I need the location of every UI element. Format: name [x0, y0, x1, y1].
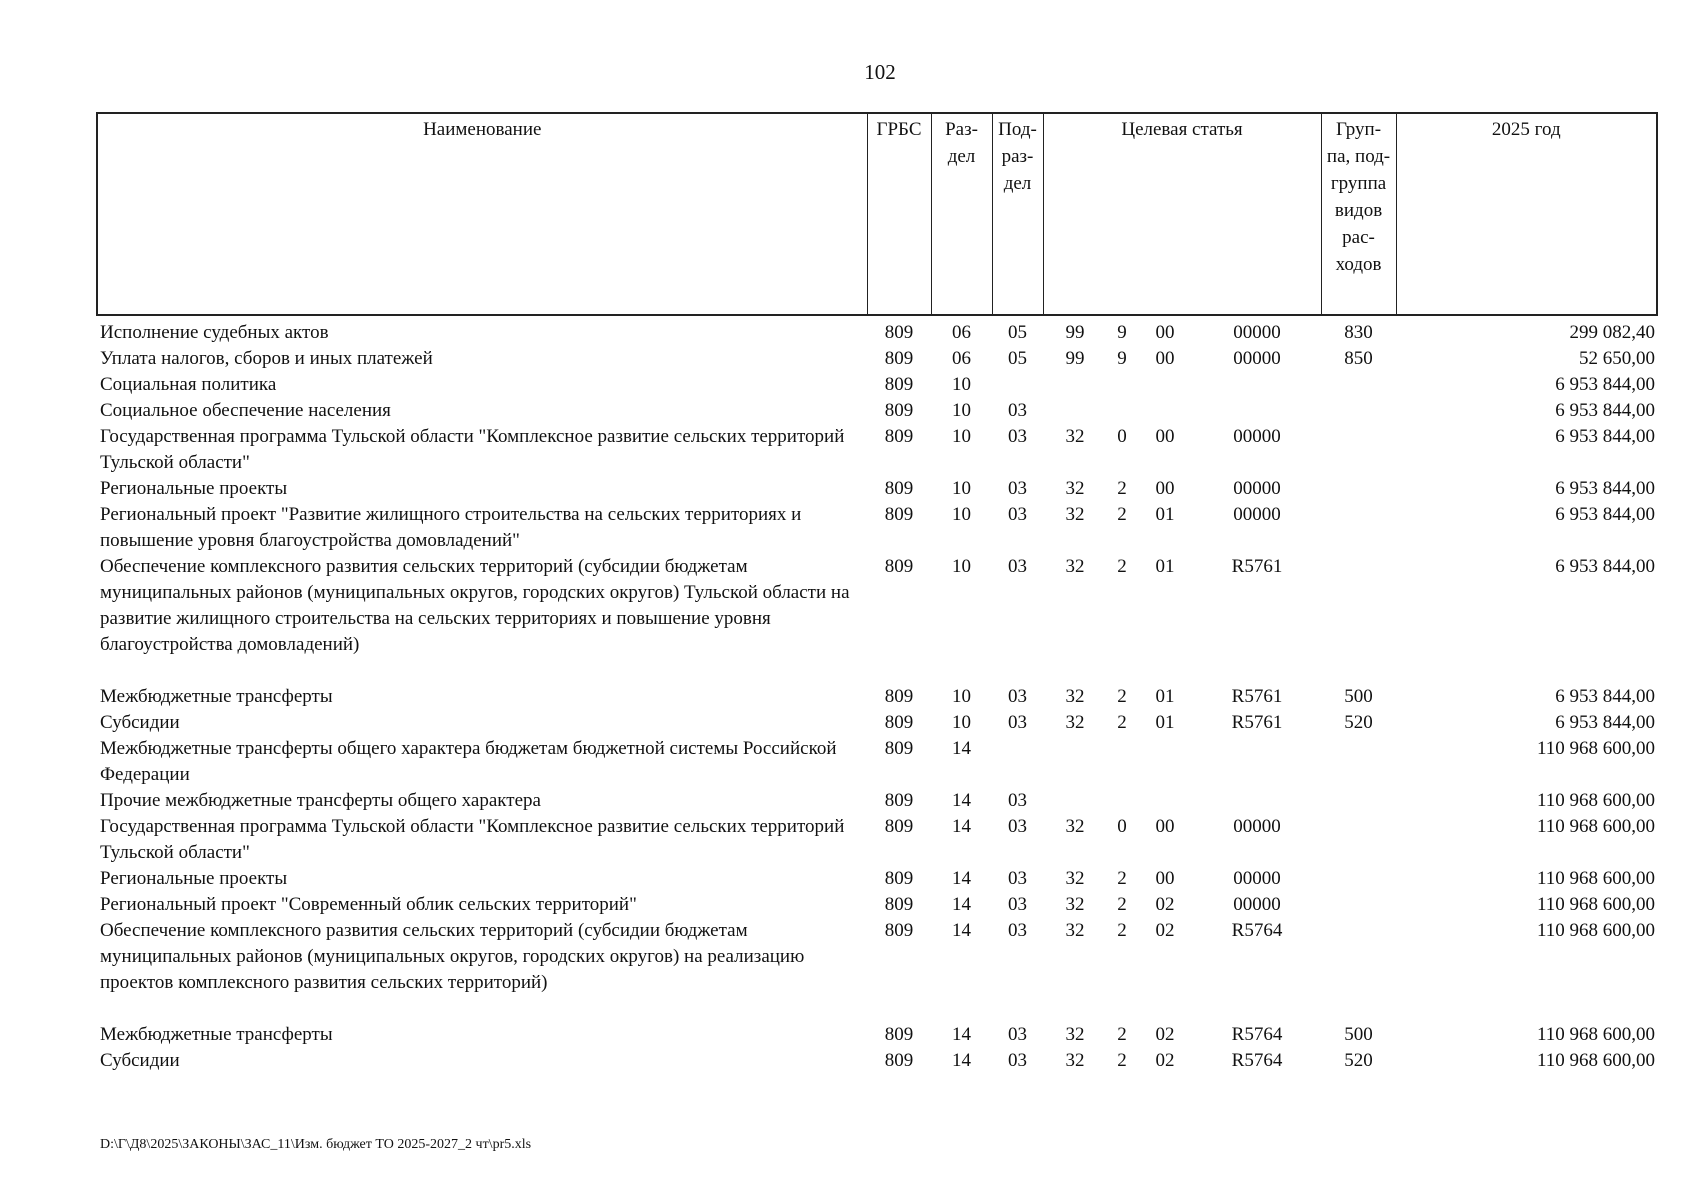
table-row [97, 736, 1657, 788]
podrazdel-cell: 05 [1008, 322, 1027, 343]
row-name-cell: Уплата налогов, сборов и иных платежей [100, 348, 433, 369]
amount-cell: 6 953 844,00 [1555, 712, 1656, 733]
row-name-cell: Государственная программа Тульской области "Комплексное развитие сельских территорий Тульской области" [100, 426, 845, 473]
grbs-cell: 809 [884, 478, 914, 499]
target-program-cell: 32 [1065, 504, 1085, 525]
target-program-cell: 32 [1065, 478, 1085, 499]
target-type-cell: 2 [1117, 1024, 1127, 1045]
target-program-cell: 32 [1065, 1050, 1085, 1071]
target-program-cell: 99 [1065, 322, 1085, 343]
grbs-cell: 809 [884, 1024, 914, 1045]
expense-group-cell: 830 [1344, 322, 1373, 343]
table-row [97, 814, 1657, 866]
expense-group-cell: 850 [1344, 348, 1373, 369]
target-code-cell: 00000 [1233, 426, 1281, 447]
row-name-cell: Региональный проект "Развитие жилищного строительства на сельских территориях и повышение уровня благоустройства домовладений" [100, 504, 802, 551]
target-type-cell: 2 [1117, 686, 1127, 707]
table-row [97, 476, 1657, 502]
target-type-cell: 2 [1117, 556, 1127, 577]
razdel-cell: 10 [952, 426, 971, 447]
target-direction-cell [1137, 372, 1193, 398]
target-code-cell: R5761 [1231, 712, 1283, 733]
table-row [97, 892, 1657, 918]
header-year: 2025 год [1396, 113, 1657, 315]
amount-cell: 6 953 844,00 [1555, 426, 1656, 447]
expense-group-cell [1321, 372, 1396, 398]
grbs-cell: 809 [884, 738, 914, 759]
target-program-cell: 32 [1065, 920, 1085, 941]
grbs-cell: 809 [884, 1050, 914, 1071]
target-direction-cell: 02 [1155, 1050, 1175, 1071]
amount-cell: 110 968 600,00 [1536, 1050, 1656, 1071]
target-type-cell: 9 [1117, 348, 1127, 369]
podrazdel-cell: 03 [1008, 686, 1027, 707]
podrazdel-cell [992, 372, 1043, 398]
expense-group-cell [1321, 788, 1396, 814]
target-type-cell: 2 [1117, 920, 1127, 941]
row-name-cell: Межбюджетные трансферты [100, 1024, 333, 1045]
target-program-cell: 32 [1065, 556, 1085, 577]
expense-group-cell [1321, 554, 1396, 684]
target-direction-cell: 00 [1155, 816, 1175, 837]
podrazdel-cell [992, 736, 1043, 788]
podrazdel-cell: 05 [1008, 348, 1027, 369]
razdel-cell: 10 [952, 556, 971, 577]
table-row [97, 710, 1657, 736]
target-program-cell [1043, 372, 1107, 398]
table-row [97, 1022, 1657, 1048]
razdel-cell: 10 [952, 712, 971, 733]
target-code-cell: R5764 [1231, 1050, 1283, 1071]
row-name-cell: Обеспечение комплексного развития сельских территорий (субсидии бюджетам муниципальных районов (муниципальных округов, городских округов) Тульской области на развитие жилищного строительства на сельских территориях и повышение уровня благоустройства домовладений) [100, 556, 850, 655]
podrazdel-cell: 03 [1008, 920, 1027, 941]
table-row [97, 684, 1657, 710]
table-row [97, 918, 1657, 1022]
amount-cell: 299 082,40 [1569, 322, 1656, 343]
table-row [97, 554, 1657, 684]
row-name-cell: Прочие межбюджетные трансферты общего характера [100, 790, 541, 811]
target-direction-cell: 00 [1155, 348, 1175, 369]
target-direction-cell: 01 [1155, 504, 1175, 525]
target-direction-cell: 02 [1155, 894, 1175, 915]
grbs-cell: 809 [884, 790, 914, 811]
grbs-cell: 809 [884, 504, 914, 525]
razdel-cell: 10 [952, 374, 971, 395]
header-target-article: Целевая статья [1043, 113, 1321, 315]
row-name-cell: Исполнение судебных актов [100, 322, 329, 343]
table-row [97, 315, 1657, 346]
target-program-cell: 32 [1065, 816, 1085, 837]
row-name-cell: Межбюджетные трансферты [100, 686, 333, 707]
table-row [97, 788, 1657, 814]
podrazdel-cell: 03 [1008, 426, 1027, 447]
razdel-cell: 14 [952, 920, 971, 941]
target-direction-cell: 01 [1155, 556, 1175, 577]
amount-cell: 6 953 844,00 [1555, 400, 1656, 421]
podrazdel-cell: 03 [1008, 1050, 1027, 1071]
row-name-cell: Государственная программа Тульской области "Комплексное развитие сельских территорий Тульской области" [100, 816, 845, 863]
target-code-cell: R5761 [1231, 686, 1283, 707]
row-name-cell: Обеспечение комплексного развития сельских территорий (субсидии бюджетам муниципальных районов (муниципальных округов, городских округов) на реализацию проектов комплексного развития сельских территорий) [100, 920, 805, 993]
razdel-cell: 06 [952, 322, 971, 343]
grbs-cell: 809 [884, 894, 914, 915]
target-program-cell: 32 [1065, 712, 1085, 733]
target-direction-cell: 01 [1155, 712, 1175, 733]
grbs-cell: 809 [884, 426, 914, 447]
amount-cell: 6 953 844,00 [1555, 686, 1656, 707]
table-row [97, 346, 1657, 372]
target-code-cell: 00000 [1233, 504, 1281, 525]
expense-group-cell: 500 [1344, 686, 1373, 707]
podrazdel-cell: 03 [1008, 556, 1027, 577]
podrazdel-cell: 03 [1008, 478, 1027, 499]
table-body [97, 315, 1657, 1074]
amount-cell: 110 968 600,00 [1536, 920, 1656, 941]
grbs-cell: 809 [884, 322, 914, 343]
razdel-cell: 14 [952, 894, 971, 915]
expense-group-cell [1321, 814, 1396, 866]
expense-group-cell: 520 [1344, 712, 1373, 733]
target-type-cell: 2 [1117, 868, 1127, 889]
target-code-cell [1193, 372, 1321, 398]
target-type-cell: 2 [1117, 712, 1127, 733]
expense-group-cell [1321, 866, 1396, 892]
target-direction-cell: 02 [1155, 1024, 1175, 1045]
target-program-cell [1043, 398, 1107, 424]
target-program-cell [1043, 736, 1107, 788]
razdel-cell: 14 [952, 816, 971, 837]
razdel-cell: 14 [952, 790, 971, 811]
expense-group-cell [1321, 424, 1396, 476]
podrazdel-cell: 03 [1008, 894, 1027, 915]
amount-cell: 52 650,00 [1579, 348, 1656, 369]
row-name-cell: Межбюджетные трансферты общего характера бюджетам бюджетной системы Российской Федерации [100, 738, 837, 785]
target-code-cell: R5761 [1231, 556, 1283, 577]
expense-group-cell: 500 [1344, 1024, 1373, 1045]
razdel-cell: 14 [952, 1024, 971, 1045]
amount-cell: 6 953 844,00 [1555, 478, 1656, 499]
target-direction-cell: 00 [1155, 322, 1175, 343]
podrazdel-cell: 03 [1008, 400, 1027, 421]
row-name-cell: Региональные проекты [100, 868, 288, 889]
target-code-cell: R5764 [1231, 1024, 1283, 1045]
table-row [97, 1048, 1657, 1074]
target-program-cell [1043, 788, 1107, 814]
budget-table [96, 112, 1658, 1074]
target-code-cell [1193, 736, 1321, 788]
amount-cell: 110 968 600,00 [1536, 790, 1656, 811]
target-code-cell: 00000 [1233, 478, 1281, 499]
expense-group-cell [1321, 736, 1396, 788]
amount-cell: 110 968 600,00 [1536, 1024, 1656, 1045]
amount-cell: 110 968 600,00 [1536, 738, 1656, 759]
target-type-cell: 2 [1117, 894, 1127, 915]
target-direction-cell [1137, 736, 1193, 788]
target-program-cell: 32 [1065, 894, 1085, 915]
target-type-cell [1107, 372, 1137, 398]
razdel-cell: 14 [952, 1050, 971, 1071]
page-number: 102 [864, 60, 896, 84]
header-podrazdel: Под-раз-дел [992, 113, 1043, 315]
podrazdel-cell: 03 [1008, 712, 1027, 733]
row-name-cell: Социальное обеспечение населения [100, 400, 391, 421]
razdel-cell: 14 [952, 738, 971, 759]
podrazdel-cell: 03 [1008, 504, 1027, 525]
table-row [97, 398, 1657, 424]
target-code-cell: 00000 [1233, 348, 1281, 369]
target-type-cell [1107, 736, 1137, 788]
razdel-cell: 10 [952, 400, 971, 421]
table-row [97, 372, 1657, 398]
grbs-cell: 809 [884, 686, 914, 707]
amount-cell: 6 953 844,00 [1555, 374, 1656, 395]
target-direction-cell [1137, 398, 1193, 424]
razdel-cell: 06 [952, 348, 971, 369]
grbs-cell: 809 [884, 920, 914, 941]
podrazdel-cell: 03 [1008, 1024, 1027, 1045]
row-name-cell: Социальная политика [100, 374, 277, 395]
grbs-cell: 809 [884, 348, 914, 369]
expense-group-cell [1321, 502, 1396, 554]
header-name: Наименование [97, 113, 867, 315]
target-direction-cell [1137, 788, 1193, 814]
amount-cell: 6 953 844,00 [1555, 556, 1656, 577]
grbs-cell: 809 [884, 556, 914, 577]
expense-group-cell [1321, 892, 1396, 918]
razdel-cell: 14 [952, 868, 971, 889]
target-direction-cell: 01 [1155, 686, 1175, 707]
target-code-cell: 00000 [1233, 868, 1281, 889]
target-type-cell [1107, 788, 1137, 814]
target-code-cell: R5764 [1231, 920, 1283, 941]
table-row [97, 502, 1657, 554]
target-type-cell: 2 [1117, 1050, 1127, 1071]
target-program-cell: 99 [1065, 348, 1085, 369]
target-direction-cell: 00 [1155, 478, 1175, 499]
target-direction-cell: 00 [1155, 426, 1175, 447]
razdel-cell: 10 [952, 686, 971, 707]
grbs-cell: 809 [884, 400, 914, 421]
amount-cell: 110 968 600,00 [1536, 894, 1656, 915]
target-type-cell [1107, 398, 1137, 424]
target-program-cell: 32 [1065, 426, 1085, 447]
target-code-cell [1193, 788, 1321, 814]
grbs-cell: 809 [884, 868, 914, 889]
target-type-cell: 2 [1117, 478, 1127, 499]
target-program-cell: 32 [1065, 1024, 1085, 1045]
expense-group-cell [1321, 398, 1396, 424]
row-name-cell: Региональный проект "Современный облик сельских территорий" [100, 894, 637, 915]
header-expense-group: Груп-па, под-группа видов рас-ходов [1321, 113, 1396, 315]
target-direction-cell: 02 [1155, 920, 1175, 941]
podrazdel-cell: 03 [1008, 816, 1027, 837]
target-code-cell: 00000 [1233, 816, 1281, 837]
podrazdel-cell: 03 [1008, 790, 1027, 811]
razdel-cell: 10 [952, 478, 971, 499]
target-program-cell: 32 [1065, 868, 1085, 889]
expense-group-cell: 520 [1344, 1050, 1373, 1071]
expense-group-cell [1321, 476, 1396, 502]
grbs-cell: 809 [884, 374, 914, 395]
target-type-cell: 9 [1117, 322, 1127, 343]
podrazdel-cell: 03 [1008, 868, 1027, 889]
target-direction-cell: 00 [1155, 868, 1175, 889]
row-name-cell: Субсидии [100, 1050, 180, 1071]
amount-cell: 6 953 844,00 [1555, 504, 1656, 525]
amount-cell: 110 968 600,00 [1536, 816, 1656, 837]
header-razdel: Раз-дел [931, 113, 992, 315]
row-name-cell: Региональные проекты [100, 478, 288, 499]
target-program-cell: 32 [1065, 686, 1085, 707]
row-name-cell: Субсидии [100, 712, 180, 733]
table-row [97, 424, 1657, 476]
grbs-cell: 809 [884, 816, 914, 837]
file-path-footer: D:\Г\Д8\2025\ЗАКОНЫ\ЗАС_11\Изм. бюджет ТО 2025-2027_2 чт\pr5.xls [100, 1137, 532, 1152]
target-type-cell: 0 [1117, 816, 1127, 837]
expense-group-cell [1321, 918, 1396, 1022]
header-grbs: ГРБС [867, 113, 931, 315]
target-code-cell: 00000 [1233, 894, 1281, 915]
amount-cell: 110 968 600,00 [1536, 868, 1656, 889]
target-code-cell [1193, 398, 1321, 424]
table-header-row [97, 113, 1657, 315]
razdel-cell: 10 [952, 504, 971, 525]
table-row [97, 866, 1657, 892]
target-type-cell: 2 [1117, 504, 1127, 525]
grbs-cell: 809 [884, 712, 914, 733]
target-code-cell: 00000 [1233, 322, 1281, 343]
target-type-cell: 0 [1117, 426, 1127, 447]
